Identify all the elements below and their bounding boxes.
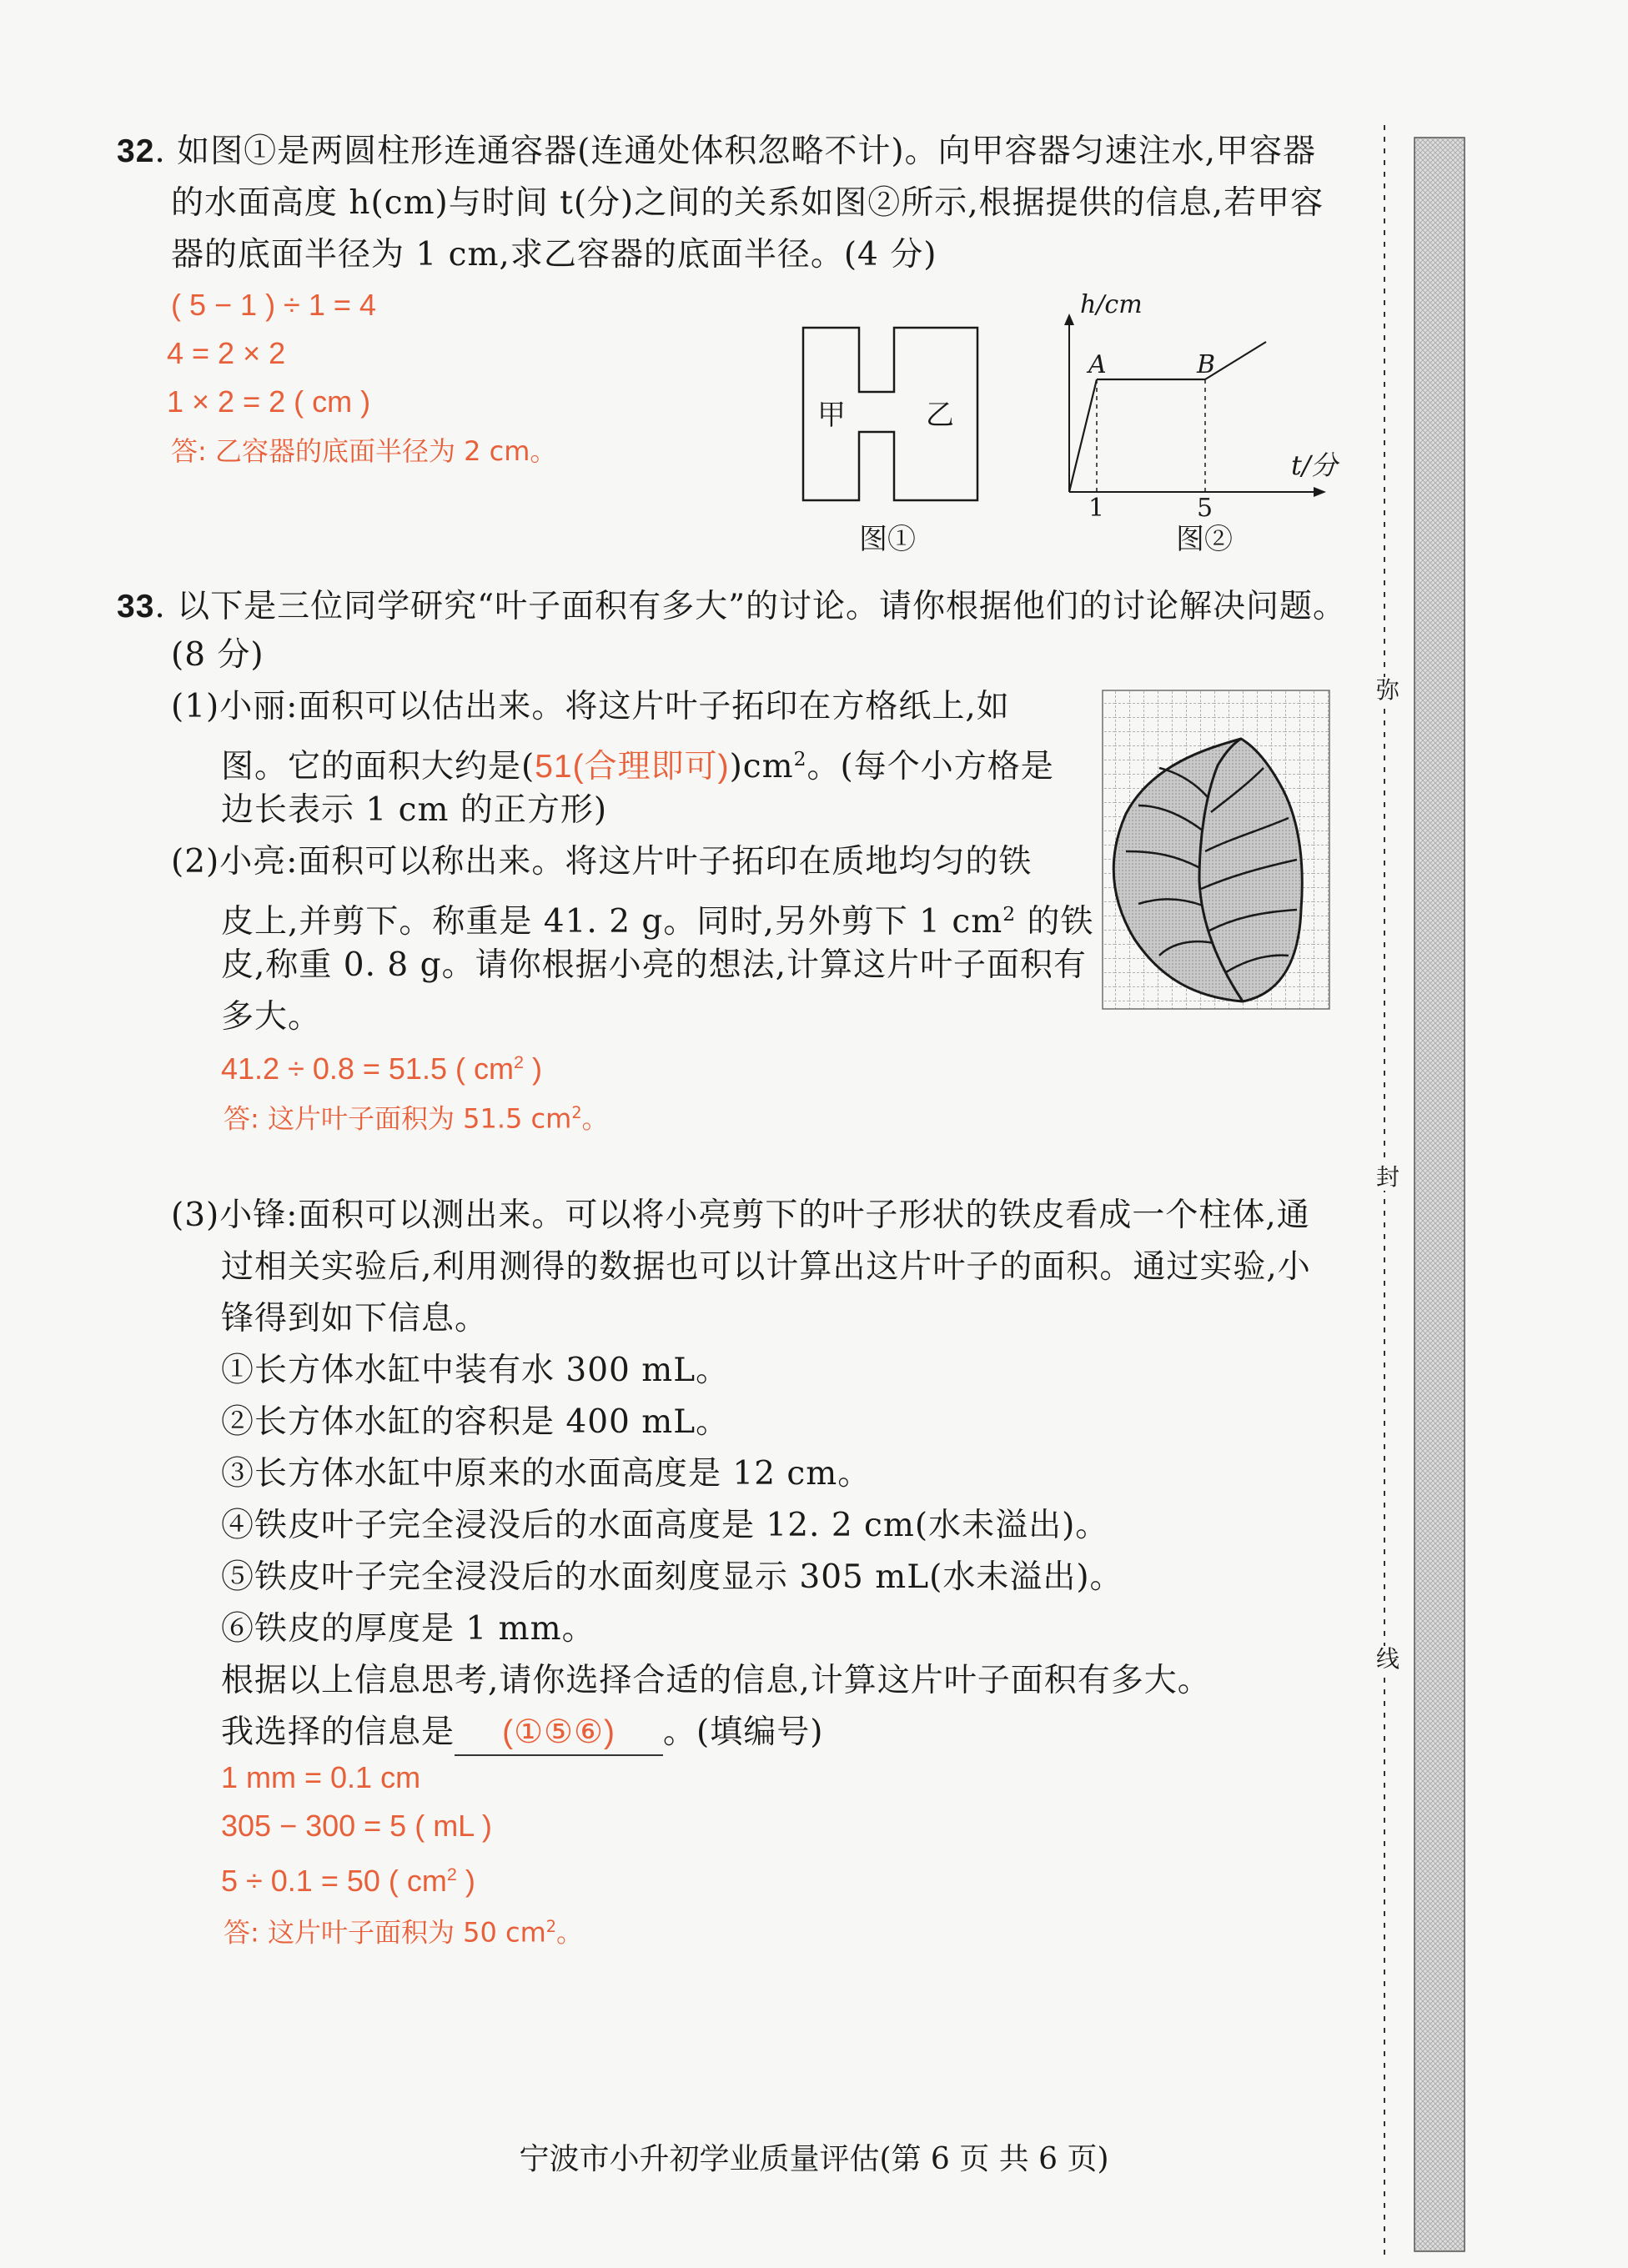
- q33-p2-line3: 皮,称重 0. 8 g。请你根据小亮的想法,计算这片叶子面积有: [221, 946, 1087, 984]
- p3-line5-end: 。(填编号): [663, 1714, 824, 1751]
- binding-char-feng: 封: [1376, 1163, 1400, 1191]
- binding-hatched-strip: [1414, 138, 1465, 2251]
- q33-p3-line1: (3)小锋:面积可以测出来。可以将小亮剪下的叶子形状的铁皮看成一个柱体,通: [171, 1197, 1310, 1234]
- y-axis-label: h/cm: [1080, 290, 1143, 319]
- q33-line1: [117, 585, 1346, 629]
- p1-line2-post: )cm: [729, 748, 794, 785]
- x-axis-label: t/分: [1291, 449, 1338, 481]
- q33-p3-line2: 过相关实验后,利用测得的数据也可以计算出这片叶子的面积。通过实验,小: [221, 1248, 1311, 1286]
- p2-line2-pre: 皮上,并剪下。称重是 41. 2 g。同时,另外剪下 1 cm: [221, 903, 1003, 941]
- leaf-grid-figure: [1101, 689, 1334, 1014]
- q32-answer-4: 答: 乙容器的底面半径为 2 cm。: [171, 435, 557, 467]
- q32-answer-3: 1 × 2 = 2 ( cm ): [167, 384, 371, 419]
- p2-ans2-end: 。: [581, 1102, 609, 1135]
- tick-5-label: 5: [1197, 494, 1213, 523]
- q33-p3-line5: [221, 1711, 823, 1756]
- p3-answer-blank: [455, 1711, 663, 1756]
- fig2-caption: 图②: [1176, 523, 1233, 556]
- p2-ans1-text: 41.2 ÷ 0.8 = 51.5 ( cm: [221, 1051, 514, 1086]
- p2-unit-sup: 2: [1002, 902, 1017, 926]
- p3-ans4-text: 答: 这片叶子面积为 50 cm: [224, 1916, 546, 1949]
- q33-p3-line3: 锋得到如下信息。: [221, 1300, 489, 1337]
- p3-ans3-text: 5 ÷ 0.1 = 50 ( cm: [221, 1864, 447, 1898]
- q32-text1: . 如图①是两圆柱形连通容器(连通处体积忽略不计)。向甲容器匀速注水,甲容器: [154, 133, 1317, 170]
- p3-ans4-sup: 2: [545, 1917, 557, 1936]
- q33-p2-answer-2: [224, 1094, 609, 1138]
- binding-char-mi: 弥: [1376, 676, 1400, 704]
- q33-p3-answer-3: [221, 1854, 475, 1901]
- q33-p3-answer-1: 1 mm = 0.1 cm: [221, 1760, 421, 1794]
- q33-p2-line1: (2)小亮:面积可以称出来。将这片叶子拓印在质地均匀的铁: [171, 843, 1033, 881]
- q33-p1-line3: 边长表示 1 cm 的正方形): [221, 791, 608, 829]
- p3-line5-pre: 我选择的信息是: [221, 1714, 455, 1751]
- p2-ans2-text: 答: 这片叶子面积为 51.5 cm: [224, 1102, 572, 1135]
- q33-p3-info5: ⑤铁皮叶子完全浸没后的水面刻度显示 305 mL(水未溢出)。: [221, 1558, 1123, 1596]
- container-yi-label: 乙: [926, 399, 954, 432]
- q32-number: 32: [117, 133, 155, 169]
- p1-line2-end: 。(每个小方格是: [806, 748, 1054, 785]
- q33-p3-info3: ③长方体水缸中原来的水面高度是 12 cm。: [221, 1455, 872, 1493]
- fig1-caption: 图①: [859, 523, 916, 556]
- point-b-label: B: [1197, 350, 1216, 379]
- q33-p3-line4: 根据以上信息思考,请你选择合适的信息,计算这片叶子面积有多大。: [221, 1662, 1211, 1699]
- q33-p2-line2: [221, 892, 1094, 944]
- q33-p1-line1: (1)小丽:面积可以估出来。将这片叶子拓印在方格纸上,如: [171, 688, 1010, 725]
- q32-line2: 的水面高度 h(cm)与时间 t(分)之间的关系如图②所示,根据提供的信息,若甲容: [171, 184, 1324, 222]
- p2-ans1-sup: 2: [513, 1051, 524, 1072]
- q33-line2: (8 分): [171, 636, 264, 674]
- binding-char-xian: 线: [1376, 1645, 1400, 1673]
- p3-answer-selection: (①⑤⑥): [502, 1714, 616, 1750]
- p1-answer-estimate: 51(合理即可): [535, 749, 730, 785]
- q32-answer-2: 4 = 2 × 2: [167, 336, 286, 370]
- p2-line2-end: 的铁: [1016, 903, 1094, 941]
- q33-p2-answer-1: [221, 1042, 542, 1089]
- p3-ans3-end: ): [456, 1864, 475, 1898]
- q33-p3-info2: ②长方体水缸的容积是 400 mL。: [221, 1403, 730, 1441]
- x-axis-arrow: [1314, 487, 1326, 497]
- q33-text1: . 以下是三位同学研究“叶子面积有多大”的讨论。请你根据他们的讨论解决问题。: [154, 588, 1347, 625]
- tick-1-label: 1: [1088, 494, 1105, 523]
- p3-ans3-sup: 2: [446, 1864, 457, 1884]
- q33-p3-info1: ①长方体水缸中装有水 300 mL。: [221, 1352, 730, 1389]
- q32-line3: 器的底面半径为 1 cm,求乙容器的底面半径。(4 分): [171, 236, 937, 273]
- q33-p2-line4: 多大。: [221, 998, 322, 1036]
- q32-line1: [117, 130, 1316, 173]
- q32-answer-1: ( 5 − 1 ) ÷ 1 = 4: [171, 288, 376, 322]
- point-a-label: A: [1088, 350, 1107, 379]
- page-footer: 宁波市小升初学业质量评估(第 6 页 共 6 页): [519, 2142, 1109, 2176]
- container-jia-label: 甲: [817, 399, 846, 432]
- q33-number: 33: [117, 589, 155, 625]
- q33-p3-answer-2: 305 − 300 = 5 ( mL ): [221, 1809, 492, 1843]
- segment-rise: [1069, 379, 1097, 492]
- q33-p3-info4: ④铁皮叶子完全浸没后的水面高度是 12. 2 cm(水未溢出)。: [221, 1507, 1109, 1544]
- q33-p3-info6: ⑥铁皮的厚度是 1 mm。: [221, 1610, 595, 1648]
- p2-ans1-end: ): [523, 1051, 542, 1086]
- p3-ans4-end: 。: [556, 1916, 584, 1949]
- binding-margin: [1368, 125, 1468, 2268]
- q33-p1-line2: [221, 737, 1054, 789]
- p2-ans2-sup: 2: [571, 1103, 582, 1122]
- y-axis-arrow: [1064, 314, 1074, 325]
- q33-p3-answer-4: [224, 1908, 583, 1952]
- p1-line2-pre: 图。它的面积大约是(: [221, 748, 535, 785]
- p1-unit-sup: 2: [793, 747, 807, 770]
